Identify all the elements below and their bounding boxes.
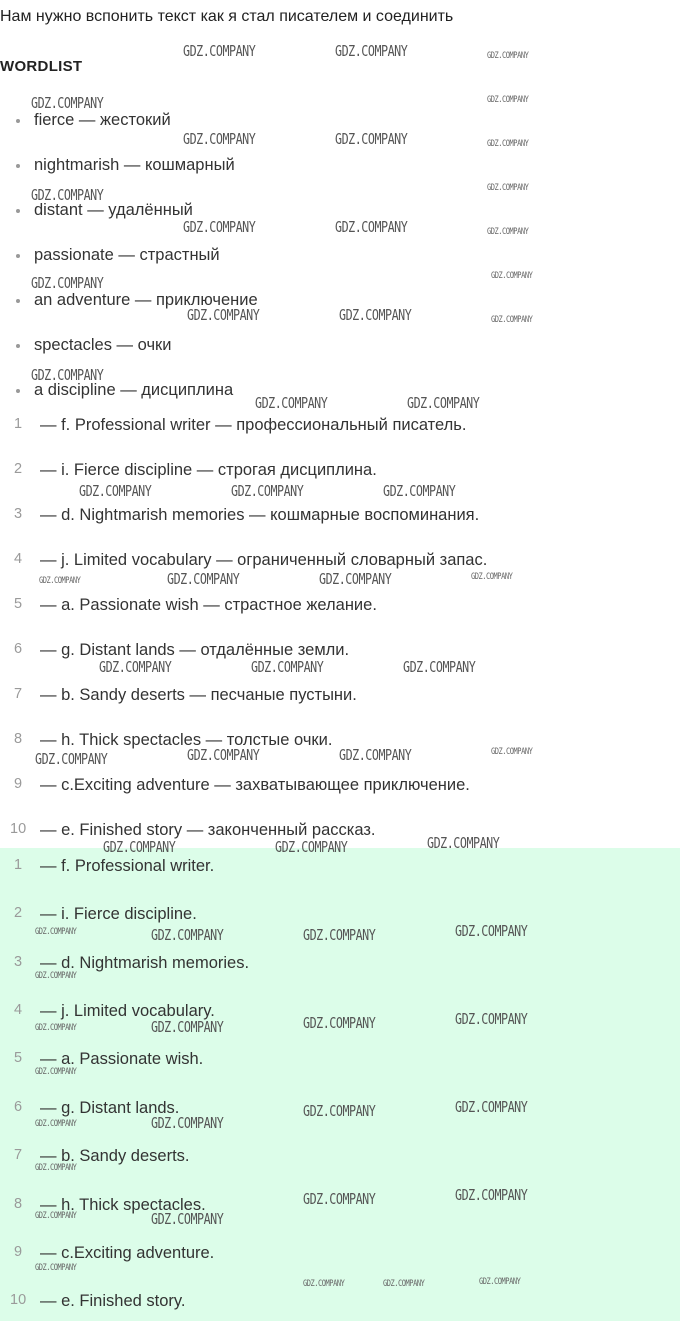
match-text: — e. Finished story — законченный рассказ. <box>40 821 376 839</box>
wordlist-item: fierce — жестокий <box>16 111 171 130</box>
watermark: GDZ.COMPANY <box>455 1098 528 1116</box>
watermark: GDZ.COMPANY <box>151 1210 224 1228</box>
watermark: GDZ.COMPANY <box>487 95 529 105</box>
watermark: GDZ.COMPANY <box>35 1163 77 1173</box>
watermark: GDZ.COMPANY <box>335 42 408 60</box>
watermark: GDZ.COMPANY <box>487 183 529 193</box>
bullet-icon <box>16 164 20 168</box>
answer-number: 4 <box>13 1002 23 1018</box>
watermark: GDZ.COMPANY <box>455 1186 528 1204</box>
watermark: GDZ.COMPANY <box>183 218 256 236</box>
watermark: GDZ.COMPANY <box>303 926 376 944</box>
bullet-icon <box>16 299 20 303</box>
match-number: 7 <box>13 686 23 702</box>
bullet-icon <box>16 119 20 123</box>
answer-text: — g. Distant lands. <box>40 1099 180 1117</box>
watermark: GDZ.COMPANY <box>31 274 104 292</box>
match-text: — d. Nightmarish memories — кошмарные воспоминания. <box>40 506 480 524</box>
match-number: 10 <box>10 821 27 837</box>
question-text: Нам нужно вспонить текст как я стал писателем и соединить <box>0 8 454 25</box>
wordlist-heading: WORDLIST <box>0 58 83 75</box>
watermark: GDZ.COMPANY <box>231 482 304 500</box>
watermark: GDZ.COMPANY <box>455 1010 528 1028</box>
bullet-icon <box>16 209 20 213</box>
watermark: GDZ.COMPANY <box>491 271 533 281</box>
match-text: — h. Thick spectacles — толстые очки. <box>40 731 333 749</box>
watermark: GDZ.COMPANY <box>383 482 456 500</box>
answer-number: 3 <box>13 954 23 970</box>
match-text: — i. Fierce discipline — строгая дисциплина. <box>40 461 377 479</box>
bullet-icon <box>16 389 20 393</box>
wordlist-item: passionate — страстный <box>16 246 220 265</box>
watermark: GDZ.COMPANY <box>151 1114 224 1132</box>
watermark: GDZ.COMPANY <box>183 42 256 60</box>
match-text: — g. Distant lands — отдалённые земли. <box>40 641 350 659</box>
watermark: GDZ.COMPANY <box>491 315 533 325</box>
answer-text: — a. Passionate wish. <box>40 1050 204 1068</box>
watermark: GDZ.COMPANY <box>339 746 412 764</box>
match-text: — c.Exciting adventure — захватывающее приключение. <box>40 776 470 794</box>
bullet-icon <box>16 344 20 348</box>
wordlist-item: nightmarish — кошмарный <box>16 156 235 175</box>
watermark: GDZ.COMPANY <box>303 1279 345 1289</box>
watermark: GDZ.COMPANY <box>103 838 176 856</box>
match-number: 4 <box>13 551 23 567</box>
match-number: 6 <box>13 641 23 657</box>
watermark: GDZ.COMPANY <box>31 94 104 112</box>
match-text: — a. Passionate wish — страстное желание. <box>40 596 377 614</box>
watermark: GDZ.COMPANY <box>35 1211 77 1221</box>
watermark: GDZ.COMPANY <box>339 306 412 324</box>
watermark: GDZ.COMPANY <box>187 306 260 324</box>
wordlist-item: spectacles — очки <box>16 336 171 355</box>
watermark: GDZ.COMPANY <box>251 658 324 676</box>
watermark: GDZ.COMPANY <box>35 1119 77 1129</box>
answer-number: 7 <box>13 1147 23 1163</box>
answer-text: — d. Nightmarish memories. <box>40 954 250 972</box>
match-number: 1 <box>13 416 23 432</box>
watermark: GDZ.COMPANY <box>303 1190 376 1208</box>
watermark: GDZ.COMPANY <box>35 750 108 768</box>
answer-number: 5 <box>13 1050 23 1066</box>
watermark: GDZ.COMPANY <box>491 747 533 757</box>
match-number: 9 <box>13 776 23 792</box>
watermark: GDZ.COMPANY <box>487 51 529 61</box>
watermark: GDZ.COMPANY <box>39 576 81 586</box>
watermark: GDZ.COMPANY <box>471 572 513 582</box>
match-number: 5 <box>13 596 23 612</box>
watermark: GDZ.COMPANY <box>427 834 500 852</box>
match-number: 8 <box>13 731 23 747</box>
watermark: GDZ.COMPANY <box>31 186 104 204</box>
watermark: GDZ.COMPANY <box>35 971 77 981</box>
watermark: GDZ.COMPANY <box>35 1067 77 1077</box>
watermark: GDZ.COMPANY <box>35 1023 77 1033</box>
answer-number: 10 <box>10 1292 27 1308</box>
answer-text: — c.Exciting adventure. <box>40 1244 215 1262</box>
match-number: 2 <box>13 461 23 477</box>
watermark: GDZ.COMPANY <box>487 227 529 237</box>
answer-text: — i. Fierce discipline. <box>40 905 197 923</box>
answer-text: — f. Professional writer. <box>40 857 215 875</box>
answer-number: 1 <box>13 857 23 873</box>
match-text: — f. Professional writer — профессиональный писатель. <box>40 416 467 434</box>
watermark: GDZ.COMPANY <box>303 1014 376 1032</box>
answer-number: 2 <box>13 905 23 921</box>
watermark: GDZ.COMPANY <box>487 139 529 149</box>
watermark: GDZ.COMPANY <box>151 926 224 944</box>
watermark: GDZ.COMPANY <box>303 1102 376 1120</box>
answer-number: 6 <box>13 1099 23 1115</box>
watermark: GDZ.COMPANY <box>79 482 152 500</box>
watermark: GDZ.COMPANY <box>35 1263 77 1273</box>
wordlist-item: an adventure — приключение <box>16 291 258 310</box>
watermark: GDZ.COMPANY <box>35 927 77 937</box>
watermark: GDZ.COMPANY <box>455 922 528 940</box>
match-text: — j. Limited vocabulary — ограниченный словарный запас. <box>40 551 488 569</box>
match-text: — b. Sandy deserts — песчаные пустыни. <box>40 686 357 704</box>
answer-number: 8 <box>13 1196 23 1212</box>
watermark: GDZ.COMPANY <box>335 130 408 148</box>
watermark: GDZ.COMPANY <box>31 366 104 384</box>
wordlist-item: a discipline — дисциплина <box>16 381 233 400</box>
watermark: GDZ.COMPANY <box>187 746 260 764</box>
watermark: GDZ.COMPANY <box>183 130 256 148</box>
answer-text: — e. Finished story. <box>40 1292 186 1310</box>
bullet-icon <box>16 254 20 258</box>
watermark: GDZ.COMPANY <box>255 394 328 412</box>
answer-number: 9 <box>13 1244 23 1260</box>
watermark: GDZ.COMPANY <box>167 570 240 588</box>
watermark: GDZ.COMPANY <box>403 658 476 676</box>
match-number: 3 <box>13 506 23 522</box>
watermark: GDZ.COMPANY <box>151 1018 224 1036</box>
watermark: GDZ.COMPANY <box>319 570 392 588</box>
answer-text: — b. Sandy deserts. <box>40 1147 190 1165</box>
answer-text: — j. Limited vocabulary. <box>40 1002 215 1020</box>
watermark: GDZ.COMPANY <box>407 394 480 412</box>
wordlist-item: distant — удалённый <box>16 201 193 220</box>
watermark: GDZ.COMPANY <box>479 1277 521 1287</box>
watermark: GDZ.COMPANY <box>383 1279 425 1289</box>
watermark: GDZ.COMPANY <box>99 658 172 676</box>
answer-text: — h. Thick spectacles. <box>40 1196 206 1214</box>
watermark: GDZ.COMPANY <box>275 838 348 856</box>
watermark: GDZ.COMPANY <box>335 218 408 236</box>
